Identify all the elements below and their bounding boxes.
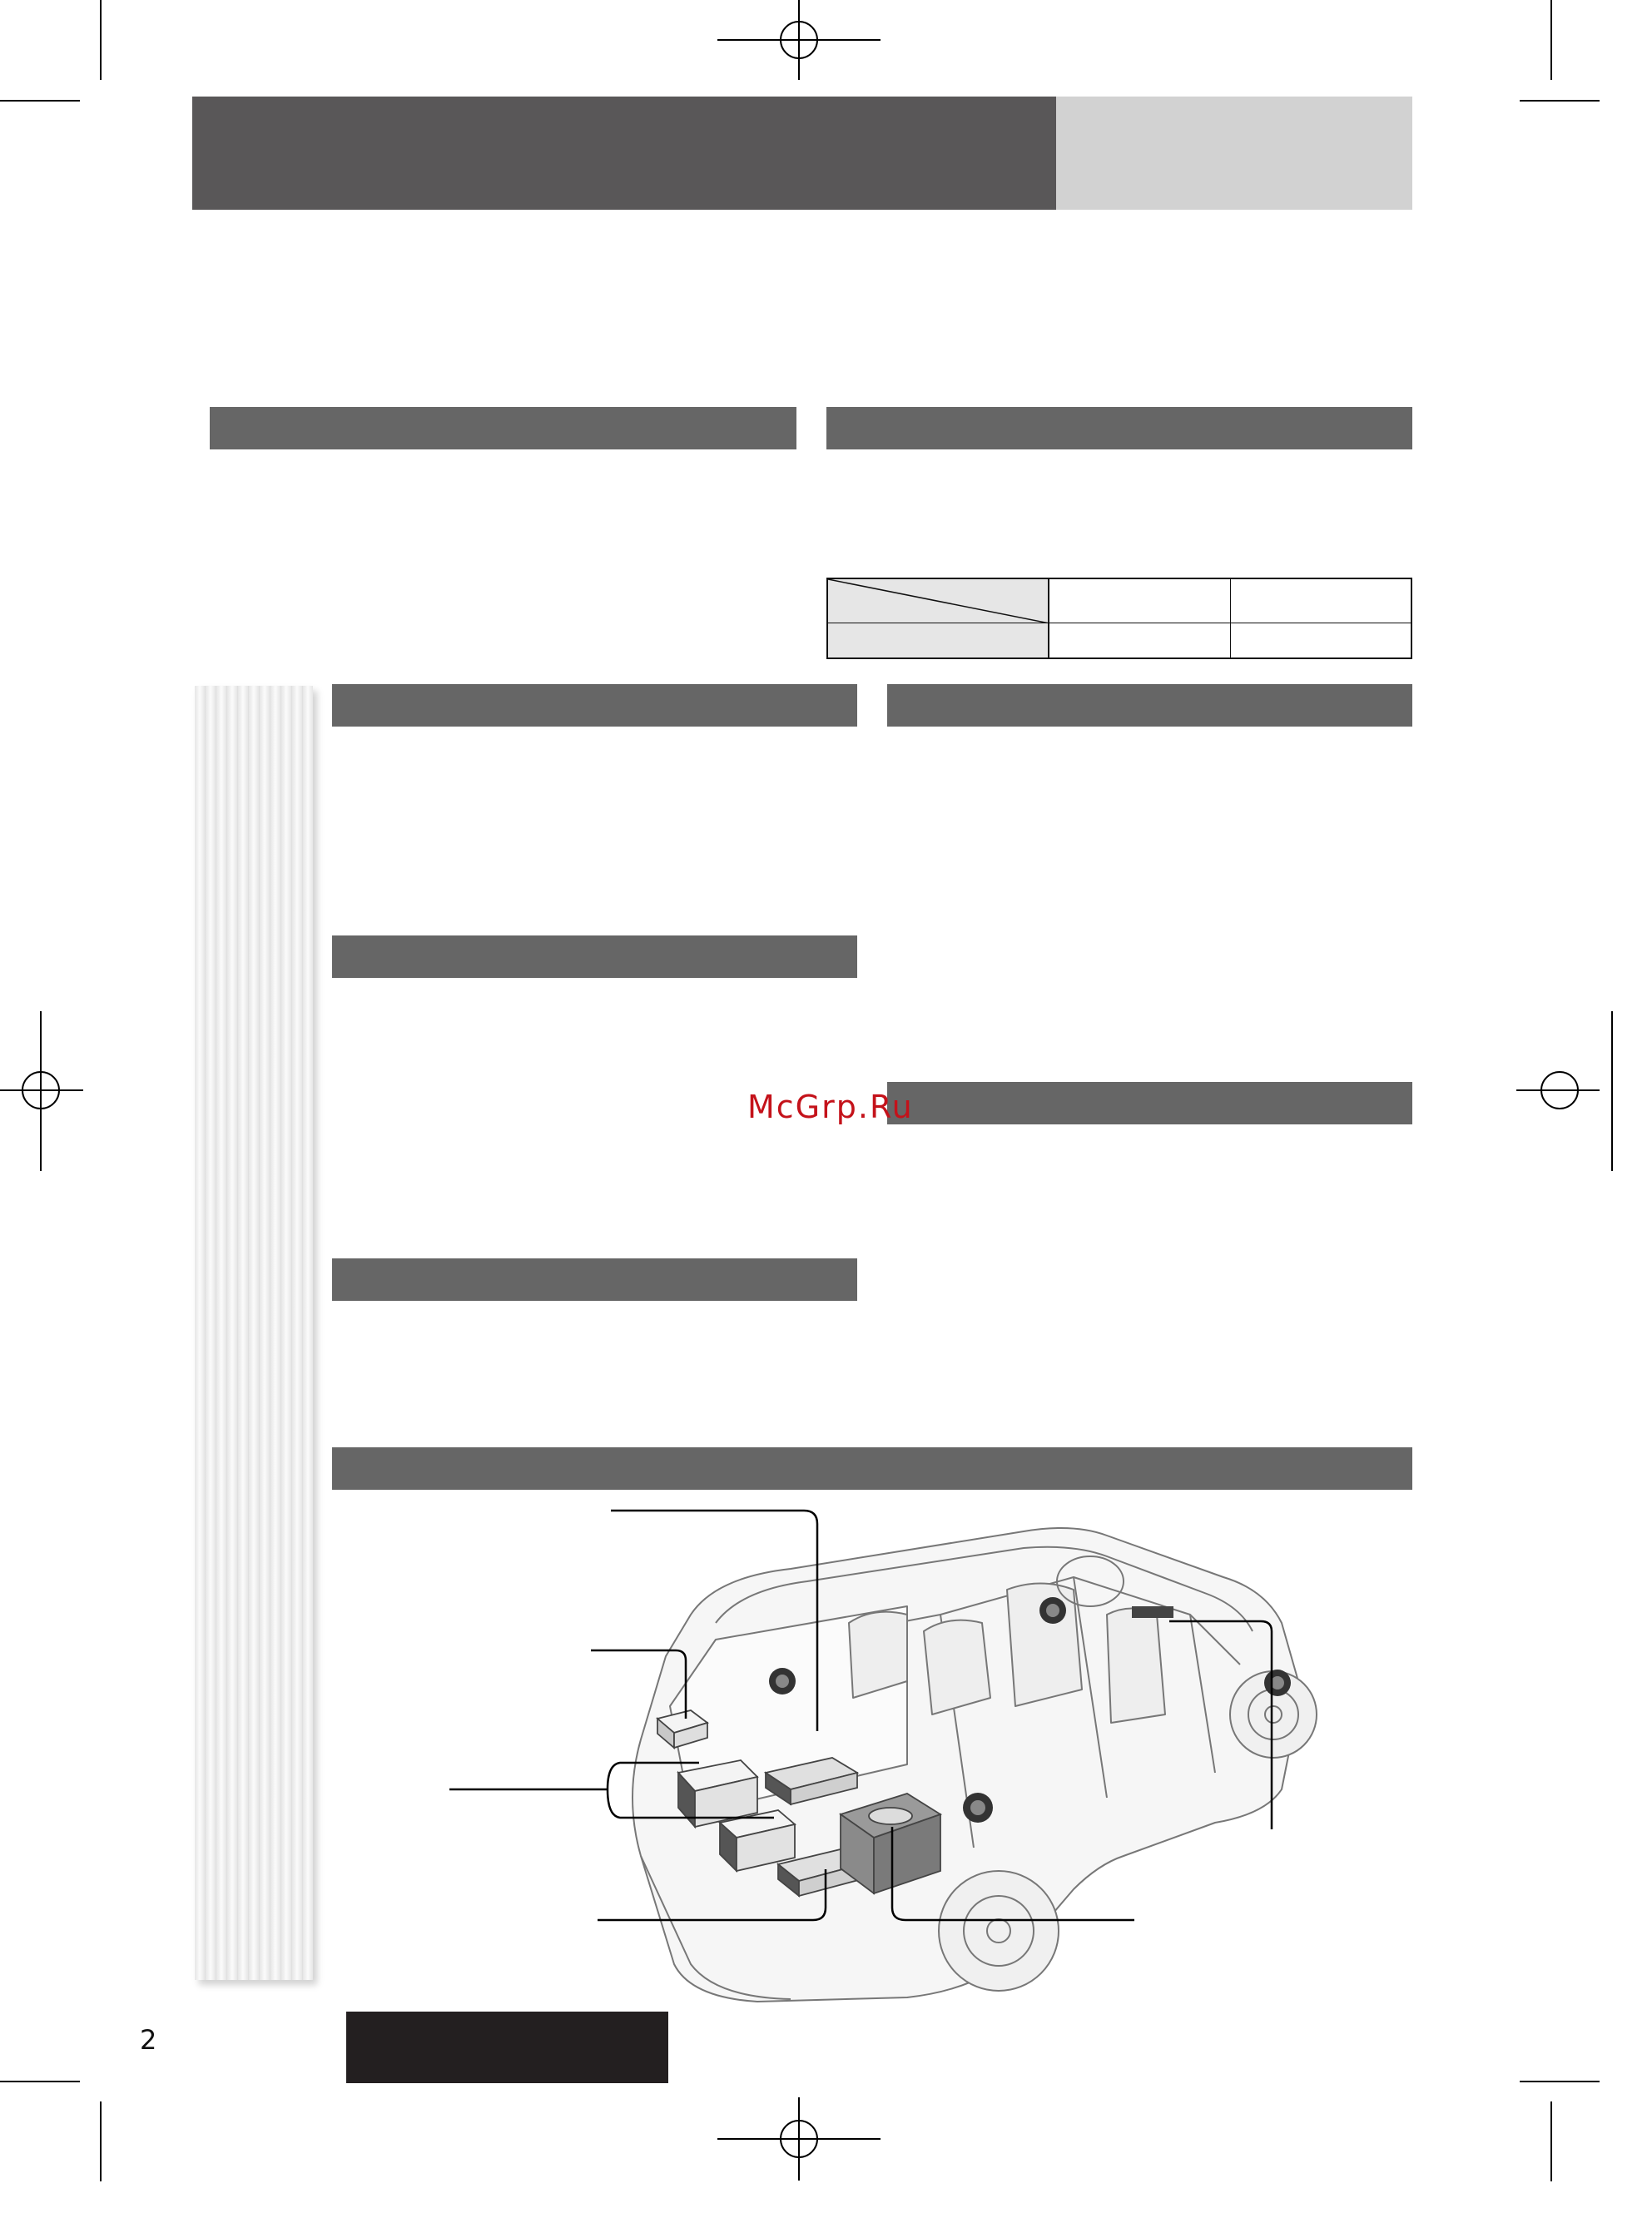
section-header-bar [332,1447,1412,1490]
section-header-bar [332,684,857,727]
registration-mark-icon [717,0,881,80]
crop-mark [1611,1011,1613,1171]
crop-mark [1550,2101,1552,2181]
table-cell [1231,623,1411,657]
section-header-bar [887,684,1412,727]
title-banner-dark [192,97,1056,210]
table-row-header-cell [828,623,1049,657]
callout-lines [449,1498,1382,1964]
crop-mark [100,0,102,80]
section-header-bar [210,407,796,449]
table-header-cell [1049,579,1231,623]
title-banner-light [1056,97,1412,210]
crop-mark [0,100,80,102]
section-header-bar [887,1082,1412,1124]
crop-mark [1550,0,1552,80]
section-header-bar [332,935,857,978]
table-header-cell [1231,579,1411,623]
table-diagonal [828,579,1049,623]
page-number: 2 [140,2024,157,2056]
footer-black-box [346,2012,668,2083]
registration-mark-icon [1516,1050,1600,1130]
crop-mark [100,2101,102,2181]
section-header-bar [826,407,1412,449]
table-cell [1049,623,1231,657]
crop-mark [1520,100,1600,102]
crop-mark [1520,2081,1600,2082]
watermark: McGrp.Ru [747,1089,914,1125]
spec-table [826,578,1412,659]
registration-mark-icon [0,1050,83,1130]
section-header-bar [332,1258,857,1301]
crop-mark [0,2081,80,2082]
side-decoration [195,686,313,1980]
registration-mark-icon [717,2097,881,2181]
